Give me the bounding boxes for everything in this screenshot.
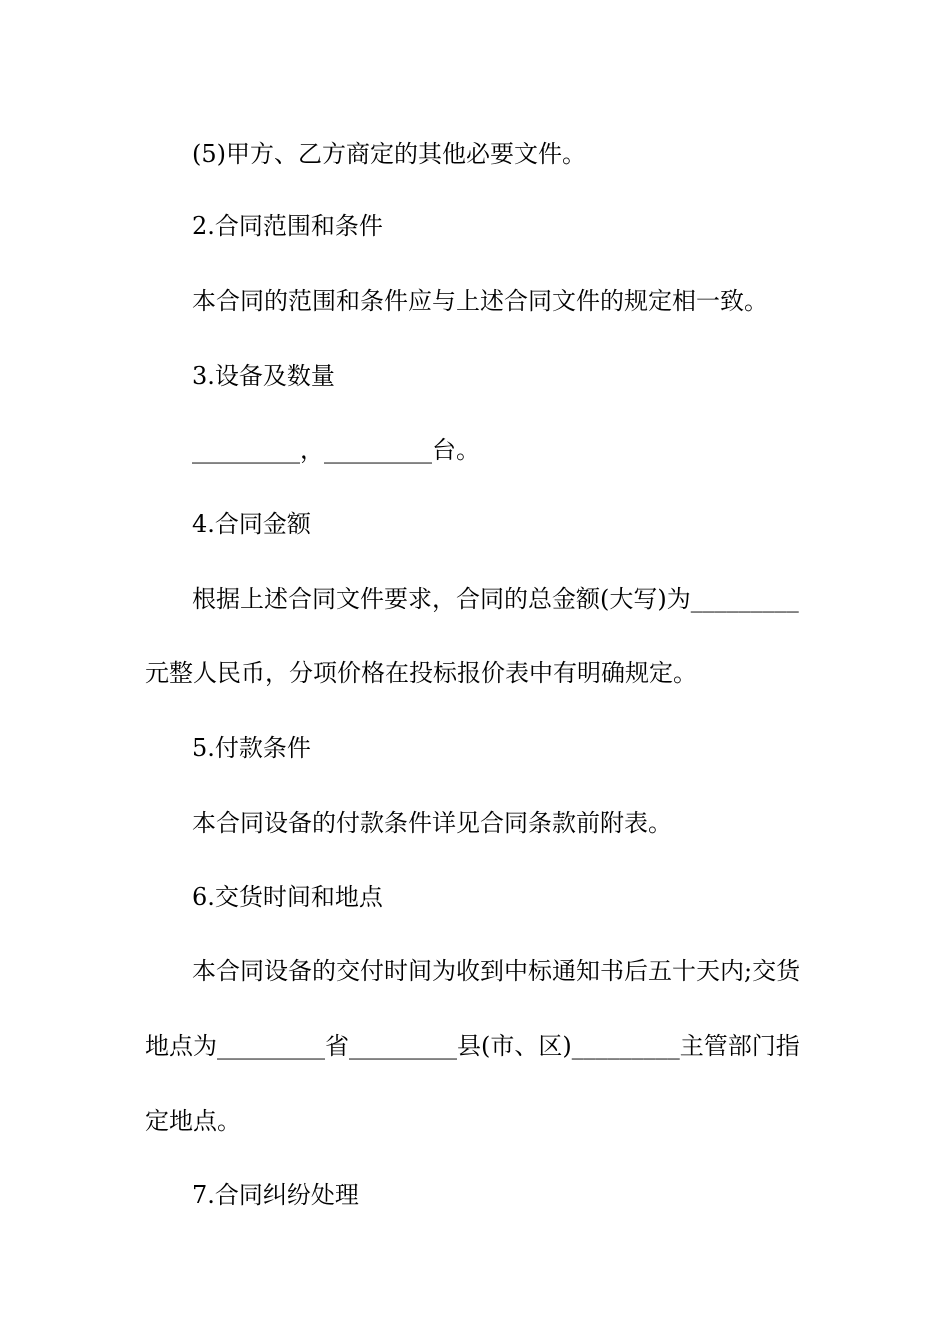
clause-3-heading: 3.设备及数量	[192, 362, 335, 390]
clause-5-heading: 5.付款条件	[192, 734, 311, 762]
clause-4-heading: 4.合同金额	[192, 510, 311, 538]
clause-1-item-5: (5)甲方、乙方商定的其他必要文件。	[192, 140, 586, 168]
clause-6-heading: 6.交货时间和地点	[192, 883, 383, 911]
clause-4-text-line-2: 元整人民币，分项价格在投标报价表中有明确规定。	[145, 659, 697, 687]
clause-3-text: _________，_________台。	[192, 436, 480, 464]
clause-2-text: 本合同的范围和条件应与上述合同文件的规定相一致。	[192, 287, 768, 315]
clause-7-heading: 7.合同纠纷处理	[192, 1181, 359, 1209]
clause-2-heading: 2.合同范围和条件	[192, 212, 383, 240]
clause-6-text-line-3: 定地点。	[145, 1107, 241, 1135]
clause-5-text: 本合同设备的付款条件详见合同条款前附表。	[192, 809, 672, 837]
clause-6-text-line-2: 地点为_________省_________县(市、区)_________主管部门指	[145, 1032, 800, 1060]
clause-4-text-line-1: 根据上述合同文件要求，合同的总金额(大写)为_________	[192, 585, 799, 613]
clause-6-text-line-1: 本合同设备的交付时间为收到中标通知书后五十天内;交货	[192, 957, 801, 985]
